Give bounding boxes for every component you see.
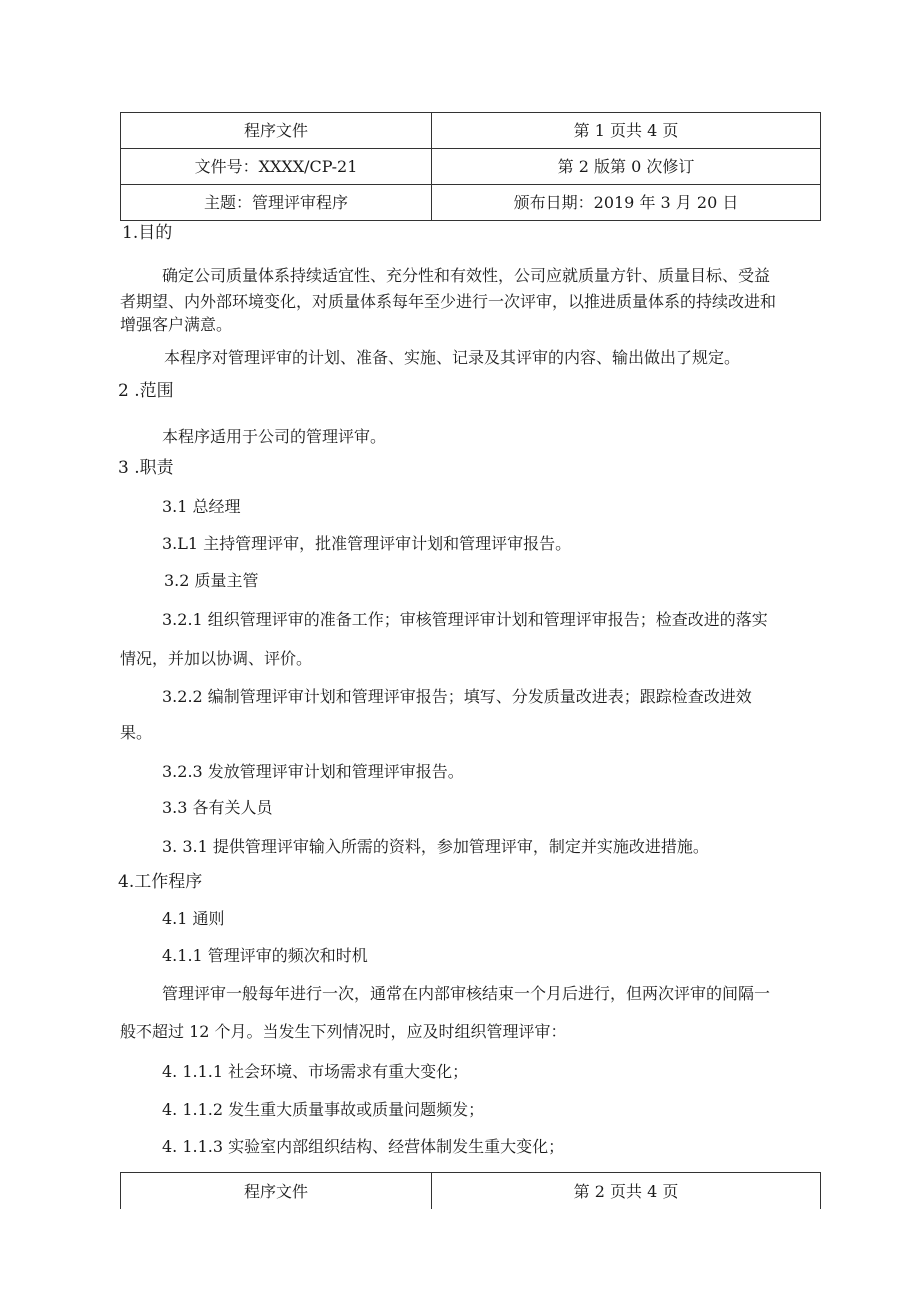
- purpose-paragraph-line-3: 增强客户满意。: [120, 315, 233, 334]
- scope-statement-paragraph: 本程序对管理评审的计划、准备、实施、记录及其评审的内容、输出做出了规定。: [164, 348, 741, 367]
- file-number-cell: 文件号：XXXX/CP-21: [121, 149, 432, 185]
- item-4-1-1-3: 4. 1.1.3 实验室内部组织结构、经营体制发生重大变化；: [162, 1137, 565, 1156]
- item-4-1-1-2: 4. 1.1.2 发生重大质量事故或质量问题频发；: [162, 1100, 485, 1119]
- item-3-2-2-line-1: 3.2.2 编制管理评审计划和管理评审报告；填写、分发质量改进表；跟踪检查改进效: [162, 687, 752, 706]
- section-1-heading: 1.目的: [122, 223, 173, 243]
- next-page-header-table: [120, 1172, 821, 1209]
- document-header-table: [120, 112, 821, 221]
- purpose-paragraph-line-2: 者期望、内外部环境变化，对质量体系每年至少进行一次评审，以推进质量体系的持续改进和: [120, 292, 777, 311]
- section-4-heading: 4.工作程序: [118, 872, 203, 892]
- item-3-2: 3.2 质量主管: [164, 571, 259, 590]
- page-count-cell: 第 1 页共 4 页: [432, 113, 821, 149]
- item-3-3: 3.3 各有关人员: [162, 798, 273, 817]
- section-2-heading: 2 .范围: [118, 381, 174, 401]
- subject-cell: 主题：管理评审程序: [121, 185, 432, 221]
- applicability-paragraph: 本程序适用于公司的管理评审。: [162, 427, 387, 446]
- review-frequency-line-2: 般不超过 12 个月。当发生下列情况时，应及时组织管理评审：: [120, 1022, 567, 1041]
- next-page-count-cell: 第 2 页共 4 页: [432, 1173, 821, 1210]
- item-4-1-1: 4.1.1 管理评审的频次和时机: [162, 946, 368, 965]
- item-4-1-1-1: 4. 1.1.1 社会环境、市场需求有重大变化；: [162, 1062, 469, 1081]
- item-3-3-1: 3. 3.1 提供管理评审输入所需的资料，参加管理评审，制定并实施改进措施。: [162, 837, 709, 856]
- purpose-paragraph-line-1: 确定公司质量体系持续适宜性、充分性和有效性，公司应就质量方针、质量目标、受益: [162, 266, 771, 285]
- item-3-2-3: 3.2.3 发放管理评审计划和管理评审报告。: [162, 762, 464, 781]
- item-3-2-1-line-1: 3.2.1 组织管理评审的准备工作；审核管理评审计划和管理评审报告；检查改进的落实: [162, 610, 768, 629]
- review-frequency-line-1: 管理评审一般每年进行一次，通常在内部审核结束一个月后进行，但两次评审的间隔一: [162, 984, 771, 1003]
- item-3-1: 3.1 总经理: [162, 497, 241, 516]
- item-3-2-1-line-2: 情况，并加以协调、评价。: [120, 649, 313, 668]
- revision-cell: 第 2 版第 0 次修订: [432, 149, 821, 185]
- item-3-2-2-line-2: 果。: [120, 723, 153, 742]
- section-3-heading: 3 .职责: [118, 458, 174, 478]
- item-4-1: 4.1 通则: [162, 909, 225, 928]
- next-doc-type-cell: 程序文件: [121, 1173, 432, 1210]
- item-3-1-1: 3.L1 主持管理评审，批准管理评审计划和管理评审报告。: [162, 534, 572, 553]
- doc-type-cell: 程序文件: [121, 113, 432, 149]
- issue-date-cell: 颁布日期：2019 年 3 月 20 日: [432, 185, 821, 221]
